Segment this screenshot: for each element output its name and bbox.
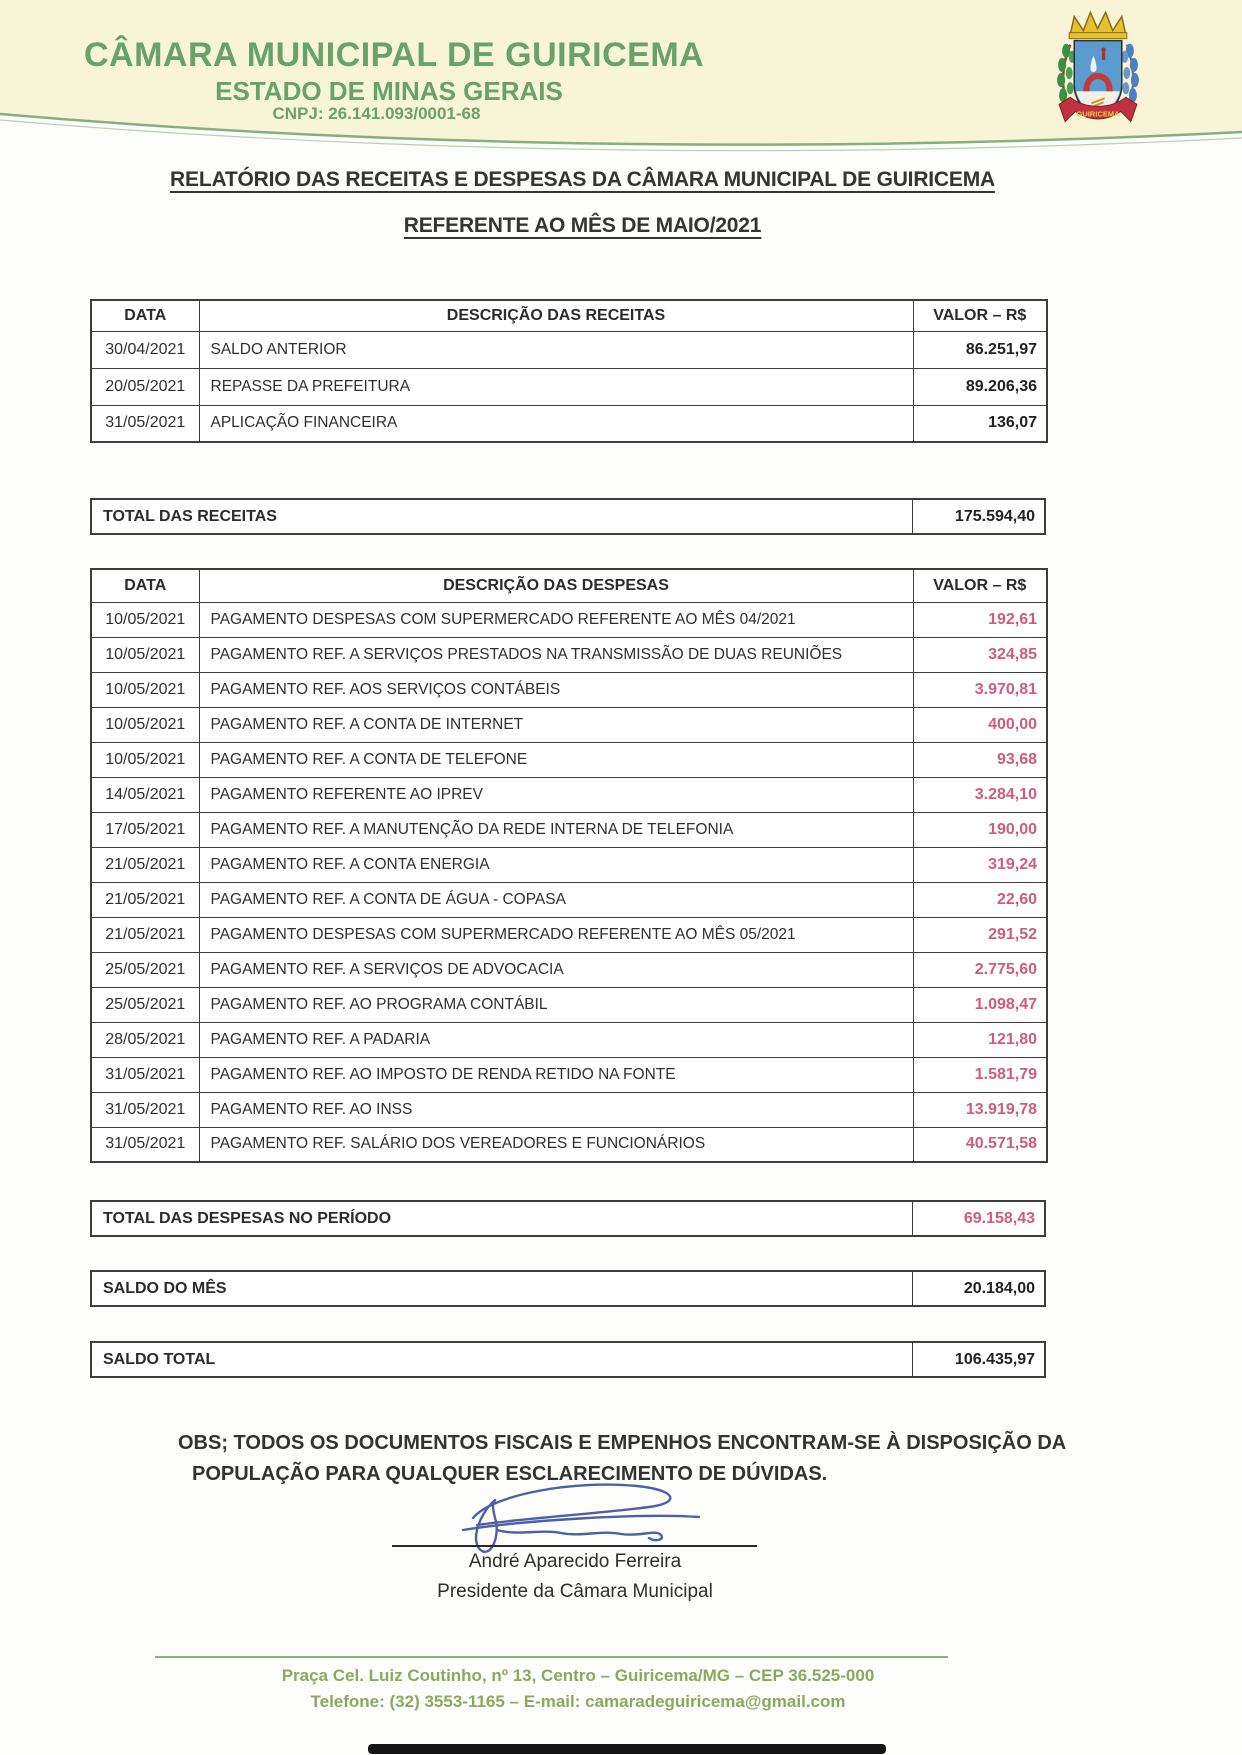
table-row [91,672,1047,707]
report-title-block [0,168,1165,238]
receitas-col-descricao: DESCRIÇÃO DAS RECEITAS [199,300,913,331]
row-description: PAGAMENTO REF. A PADARIA [199,1022,913,1057]
table-row [91,331,1047,368]
table-row [91,882,1047,917]
receitas-col-valor: VALOR – R$ [913,300,1047,331]
table-row [91,637,1047,672]
row-description: PAGAMENTO REF. A SERVIÇOS DE ADVOCACIA [199,952,913,987]
table-row [91,742,1047,777]
row-date: 21/05/2021 [91,882,199,917]
row-value: 22,60 [913,882,1047,917]
row-date: 25/05/2021 [91,952,199,987]
table-row [91,952,1047,987]
row-value: 3.970,81 [913,672,1047,707]
row-date: 10/05/2021 [91,637,199,672]
saldo-total-value: 106.435,97 [912,1343,1044,1376]
total-despesas-row [90,1200,1046,1237]
row-value: 291,52 [913,917,1047,952]
table-row [91,777,1047,812]
municipal-crest-icon [1050,6,1146,138]
row-value: 319,24 [913,847,1047,882]
row-description: PAGAMENTO REF. AOS SERVIÇOS CONTÁBEIS [199,672,913,707]
footer-contact: Telefone: (32) 3553-1165 – E-mail: camaradeguiricema@gmail.com [310,1692,846,1711]
row-date: 25/05/2021 [91,987,199,1022]
saldo-total-row [90,1341,1046,1378]
row-description: PAGAMENTO REF. AO IMPOSTO DE RENDA RETIDO NA FONTE [199,1057,913,1092]
crest-motto: GUIRICEMA [1076,109,1120,119]
row-date: 21/05/2021 [91,917,199,952]
row-description: PAGAMENTO REF. A MANUTENÇÃO DA REDE INTERNA DE TELEFONIA [199,812,913,847]
row-date: 10/05/2021 [91,602,199,637]
table-row [91,917,1047,952]
row-value: 192,61 [913,602,1047,637]
despesas-col-valor: VALOR – R$ [913,569,1047,602]
row-description: PAGAMENTO REF. AO PROGRAMA CONTÁBIL [199,987,913,1022]
signer-role: Presidente da Câmara Municipal [437,1581,713,1602]
handwritten-signature [455,1478,710,1560]
table-row [91,1022,1047,1057]
row-description: PAGAMENTO REFERENTE AO IPREV [199,777,913,812]
scan-edge-artifact [368,1744,886,1754]
row-description: REPASSE DA PREFEITURA [199,368,913,405]
table-row [91,812,1047,847]
row-value: 1.581,79 [913,1057,1047,1092]
row-description: PAGAMENTO REF. AO INSS [199,1092,913,1127]
total-despesas-value: 69.158,43 [912,1202,1044,1235]
row-value: 136,07 [913,405,1047,442]
row-description: PAGAMENTO REF. A CONTA DE ÁGUA - COPASA [199,882,913,917]
table-row [91,1127,1047,1162]
table-row [91,368,1047,405]
row-value: 3.284,10 [913,777,1047,812]
row-date: 10/05/2021 [91,672,199,707]
observation-line2: POPULAÇÃO PARA QUALQUER ESCLARECIMENTO DE DÚVIDAS. [192,1463,828,1485]
row-value: 13.919,78 [913,1092,1047,1127]
table-row [91,602,1047,637]
row-description: PAGAMENTO DESPESAS COM SUPERMERCADO REFERENTE AO MÊS 04/2021 [199,602,913,637]
receitas-table [90,299,1048,443]
signer-name: André Aparecido Ferreira [468,1551,682,1572]
report-subtitle: REFERENTE AO MÊS DE MAIO/2021 [403,214,762,237]
signature-line [392,1545,757,1547]
row-date: 31/05/2021 [91,405,199,442]
org-state: ESTADO DE MINAS GERAIS [215,76,563,106]
org-cnpj: CNPJ: 26.141.093/0001-68 [272,104,481,123]
row-date: 10/05/2021 [91,742,199,777]
row-value: 86.251,97 [913,331,1047,368]
row-value: 121,80 [913,1022,1047,1057]
row-value: 1.098,47 [913,987,1047,1022]
table-row [91,987,1047,1022]
row-date: 21/05/2021 [91,847,199,882]
row-date: 31/05/2021 [91,1057,199,1092]
row-date: 20/05/2021 [91,368,199,405]
row-description: PAGAMENTO REF. A SERVIÇOS PRESTADOS NA TRANSMISSÃO DE DUAS REUNIÕES [199,637,913,672]
row-description: APLICAÇÃO FINANCEIRA [199,405,913,442]
total-receitas-label: TOTAL DAS RECEITAS [103,507,277,525]
org-name: CÂMARA MUNICIPAL DE GUIRICEMA [84,36,705,74]
table-row [91,847,1047,882]
row-value: 324,85 [913,637,1047,672]
row-description: PAGAMENTO REF. A CONTA ENERGIA [199,847,913,882]
row-description: PAGAMENTO REF. A CONTA DE INTERNET [199,707,913,742]
row-value: 2.775,60 [913,952,1047,987]
row-date: 31/05/2021 [91,1127,199,1162]
row-description: SALDO ANTERIOR [199,331,913,368]
saldo-mes-label: SALDO DO MÊS [103,1279,227,1297]
report-title: RELATÓRIO DAS RECEITAS E DESPESAS DA CÂMARA MUNICIPAL DE GUIRICEMA [170,168,995,191]
row-description: PAGAMENTO REF. A CONTA DE TELEFONE [199,742,913,777]
total-despesas-label: TOTAL DAS DESPESAS NO PERÍODO [103,1209,392,1227]
row-date: 14/05/2021 [91,777,199,812]
row-date: 31/05/2021 [91,1092,199,1127]
row-date: 17/05/2021 [91,812,199,847]
footer-address: Praça Cel. Luiz Coutinho, nº 13, Centro – Guiricema/MG – CEP 36.525-000 [281,1666,875,1685]
despesas-table [90,568,1048,1163]
saldo-total-label: SALDO TOTAL [103,1350,216,1368]
total-receitas-row [90,498,1046,535]
despesas-col-descricao: DESCRIÇÃO DAS DESPESAS [199,569,913,602]
row-description: PAGAMENTO REF. SALÁRIO DOS VEREADORES E FUNCIONÁRIOS [199,1127,913,1162]
despesas-col-data: DATA [91,569,199,602]
table-row [91,707,1047,742]
row-date: 10/05/2021 [91,707,199,742]
row-value: 40.571,58 [913,1127,1047,1162]
despesas-header-row [91,569,1047,602]
row-value: 89.206,36 [913,368,1047,405]
row-value: 190,00 [913,812,1047,847]
table-row [91,1057,1047,1092]
table-row [91,1092,1047,1127]
table-row [91,405,1047,442]
receitas-col-data: DATA [91,300,199,331]
row-value: 93,68 [913,742,1047,777]
receitas-header-row [91,300,1047,331]
row-description: PAGAMENTO DESPESAS COM SUPERMERCADO REFERENTE AO MÊS 05/2021 [199,917,913,952]
crown-icon [1069,12,1127,38]
total-receitas-value: 175.594,40 [912,500,1044,533]
row-date: 30/04/2021 [91,331,199,368]
saldo-mes-row [90,1270,1046,1307]
saldo-mes-value: 20.184,00 [912,1272,1044,1305]
row-value: 400,00 [913,707,1047,742]
observation-line1: OBS; TODOS OS DOCUMENTOS FISCAIS E EMPENHOS ENCONTRAM-SE À DISPOSIÇÃO DA [178,1432,1067,1454]
footer-divider [155,1656,948,1658]
row-date: 28/05/2021 [91,1022,199,1057]
